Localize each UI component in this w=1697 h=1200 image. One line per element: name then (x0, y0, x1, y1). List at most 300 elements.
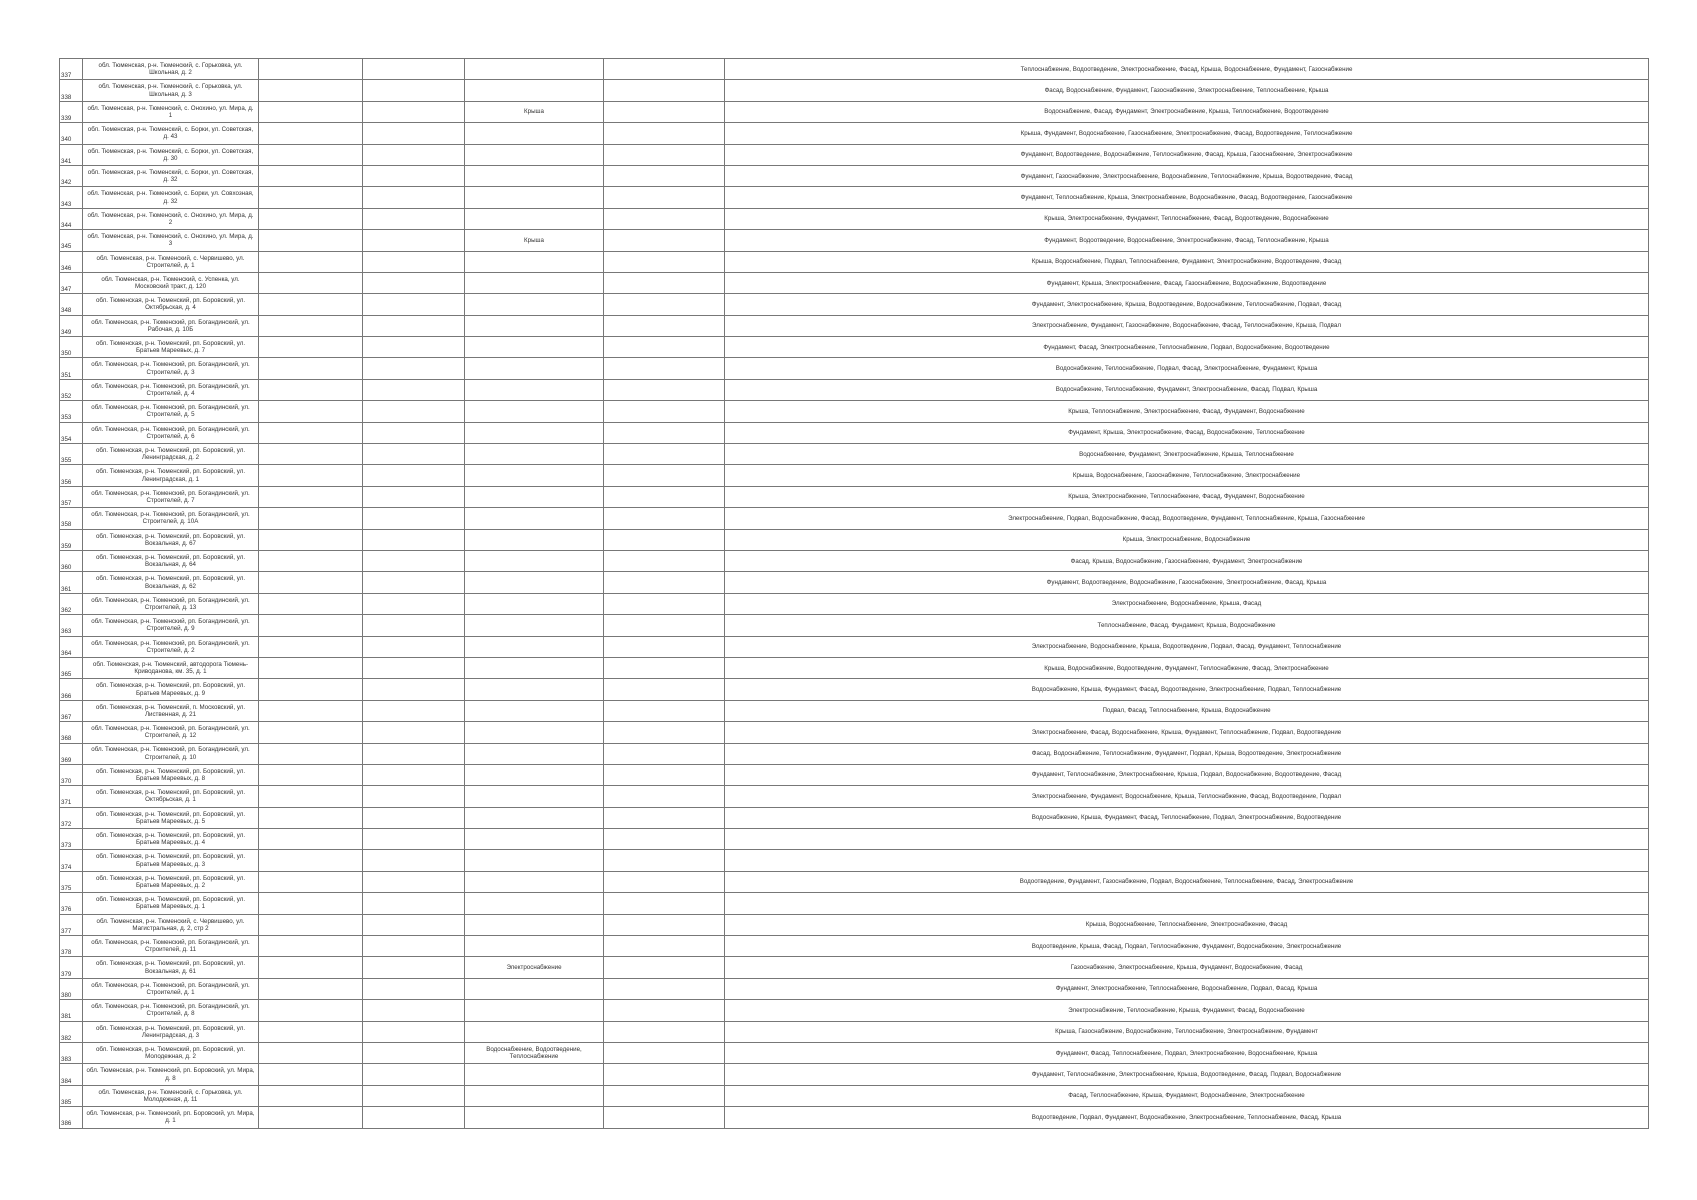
empty-cell (604, 272, 725, 293)
works-table (59, 58, 1649, 1129)
empty-cell (363, 444, 465, 465)
planned-works-cell (465, 978, 604, 999)
planned-works-cell (465, 187, 604, 208)
works-list-cell: Водоотведение, Фундамент, Газоснабжение, Подвал, Водоснабжение, Теплоснабжение, Фасад, Электроснабжение (725, 871, 1649, 892)
empty-cell (259, 401, 363, 422)
planned-works-cell (465, 165, 604, 186)
empty-cell (259, 315, 363, 336)
table-row (60, 315, 1649, 336)
empty-cell (259, 80, 363, 101)
table-row (60, 165, 1649, 186)
planned-works-cell (465, 1107, 604, 1128)
table-row (60, 679, 1649, 700)
empty-cell (604, 486, 725, 507)
empty-cell (363, 465, 465, 486)
table-row (60, 251, 1649, 272)
empty-cell (259, 657, 363, 678)
works-list-cell: Фундамент, Крыша, Электроснабжение, Фасад, Водоснабжение, Теплоснабжение (725, 422, 1649, 443)
empty-cell (363, 1064, 465, 1085)
table-row (60, 957, 1649, 978)
empty-cell (259, 101, 363, 122)
row-number-cell: 367 (60, 700, 83, 721)
row-number-cell: 384 (60, 1064, 83, 1085)
works-list-cell: Фундамент, Водоотведение, Водоснабжение, Газоснабжение, Электроснабжение, Фасад, Крыша (725, 572, 1649, 593)
planned-works-cell (465, 422, 604, 443)
planned-works-cell (465, 893, 604, 914)
empty-cell (363, 615, 465, 636)
works-list-cell: Фасад, Крыша, Водоснабжение, Газоснабжение, Фундамент, Электроснабжение (725, 550, 1649, 571)
address-cell: обл. Тюменская, р-н. Тюменский, с. Борки, ул. Советская, д. 43 (83, 123, 259, 144)
empty-cell (259, 978, 363, 999)
row-number-cell: 369 (60, 743, 83, 764)
planned-works-cell (465, 294, 604, 315)
empty-cell (604, 957, 725, 978)
works-list-cell: Электроснабжение, Водоснабжение, Крыша, Водоотведение, Подвал, Фасад, Фундамент, Теплоснабжение (725, 636, 1649, 657)
works-list-cell: Водоснабжение, Фасад, Фундамент, Электроснабжение, Крыша, Теплоснабжение, Водоотведение (725, 101, 1649, 122)
address-cell: обл. Тюменская, р-н. Тюменский, рп. Боровский, ул. Вокзальная, д. 61 (83, 957, 259, 978)
table-row (60, 422, 1649, 443)
empty-cell (604, 829, 725, 850)
row-number-cell: 355 (60, 444, 83, 465)
planned-works-cell (465, 936, 604, 957)
works-list-cell: Электроснабжение, Теплоснабжение, Крыша, Фундамент, Фасад, Водоснабжение (725, 1000, 1649, 1021)
empty-cell (259, 722, 363, 743)
address-cell: обл. Тюменская, р-н. Тюменский, рп. Боровский, ул. Братьев Мареевых, д. 8 (83, 764, 259, 785)
empty-cell (259, 1021, 363, 1042)
table-row (60, 786, 1649, 807)
row-number-cell: 348 (60, 294, 83, 315)
empty-cell (363, 936, 465, 957)
table-row (60, 978, 1649, 999)
empty-cell (363, 636, 465, 657)
empty-cell (604, 315, 725, 336)
address-cell: обл. Тюменская, р-н. Тюменский, с. Онохино, ул. Мира, д. 3 (83, 230, 259, 251)
planned-works-cell (465, 764, 604, 785)
planned-works-cell: Водоснабжение, Водоотведение, Теплоснабжение (465, 1042, 604, 1063)
address-cell: обл. Тюменская, р-н. Тюменский, автодорога Тюмень-Криводанова, км. 35, д. 1 (83, 657, 259, 678)
works-list-cell: Водоснабжение, Крыша, Фундамент, Фасад, Теплоснабжение, Подвал, Электроснабжение, Водоотведение (725, 807, 1649, 828)
works-list-cell: Фундамент, Водоотведение, Водоснабжение, Теплоснабжение, Фасад, Крыша, Газоснабжение, Электроснабжение (725, 144, 1649, 165)
empty-cell (604, 700, 725, 721)
row-number-cell: 349 (60, 315, 83, 336)
empty-cell (363, 1107, 465, 1128)
empty-cell (604, 422, 725, 443)
empty-cell (259, 700, 363, 721)
table-row (60, 101, 1649, 122)
empty-cell (259, 208, 363, 229)
empty-cell (604, 294, 725, 315)
works-list-cell: Водоснабжение, Крыша, Фундамент, Фасад, Водоотведение, Электроснабжение, Подвал, Теплоснабжение (725, 679, 1649, 700)
planned-works-cell (465, 508, 604, 529)
empty-cell (363, 529, 465, 550)
empty-cell (363, 914, 465, 935)
empty-cell (259, 593, 363, 614)
row-number-cell: 379 (60, 957, 83, 978)
empty-cell (363, 165, 465, 186)
works-list-cell: Водоснабжение, Теплоснабжение, Подвал, Фасад, Электроснабжение, Фундамент, Крыша (725, 358, 1649, 379)
empty-cell (604, 401, 725, 422)
empty-cell (259, 914, 363, 935)
address-cell: обл. Тюменская, р-н. Тюменский, рп. Богандинский, ул. Строителей, д. 3 (83, 358, 259, 379)
empty-cell (363, 508, 465, 529)
address-cell: обл. Тюменская, р-н. Тюменский, с. Горьковка, ул. Молодежная, д. 11 (83, 1085, 259, 1106)
empty-cell (259, 358, 363, 379)
address-cell: обл. Тюменская, р-н. Тюменский, рп. Боровский, ул. Вокзальная, д. 67 (83, 529, 259, 550)
empty-cell (363, 272, 465, 293)
row-number-cell: 353 (60, 401, 83, 422)
table-row (60, 1064, 1649, 1085)
empty-cell (604, 208, 725, 229)
address-cell: обл. Тюменская, р-н. Тюменский, рп. Богандинский, ул. Строителей, д. 10А (83, 508, 259, 529)
empty-cell (259, 465, 363, 486)
works-list-cell: Фундамент, Газоснабжение, Электроснабжение, Водоснабжение, Теплоснабжение, Крыша, Водоотведение, Фасад (725, 165, 1649, 186)
empty-cell (604, 251, 725, 272)
empty-cell (604, 722, 725, 743)
works-list-cell: Водоотведение, Подвал, Фундамент, Водоснабжение, Электроснабжение, Теплоснабжение, Фасад, Крыша (725, 1107, 1649, 1128)
table-row (60, 700, 1649, 721)
works-list-cell: Подвал, Фасад, Теплоснабжение, Крыша, Водоснабжение (725, 700, 1649, 721)
empty-cell (363, 422, 465, 443)
works-list-cell: Водоотведение, Крыша, Фасад, Подвал, Теплоснабжение, Фундамент, Водоснабжение, Электроснабжение (725, 936, 1649, 957)
table-row (60, 1000, 1649, 1021)
empty-cell (259, 272, 363, 293)
empty-cell (259, 123, 363, 144)
planned-works-cell (465, 807, 604, 828)
empty-cell (259, 486, 363, 507)
table-row (60, 871, 1649, 892)
empty-cell (604, 379, 725, 400)
works-list-cell: Электроснабжение, Подвал, Водоснабжение, Фасад, Водоотведение, Фундамент, Теплоснабжение, Крыша, Газоснабжение (725, 508, 1649, 529)
address-cell: обл. Тюменская, р-н. Тюменский, рп. Боровский, ул. Братьев Мареевых, д. 4 (83, 829, 259, 850)
empty-cell (363, 1042, 465, 1063)
works-list-cell: Фундамент, Фасад, Электроснабжение, Теплоснабжение, Подвал, Водоснабжение, Водоотведение (725, 337, 1649, 358)
table-row (60, 550, 1649, 571)
works-list-cell: Фундамент, Теплоснабжение, Электроснабжение, Крыша, Подвал, Водоснабжение, Водоотведение, Фасад (725, 764, 1649, 785)
table-row (60, 187, 1649, 208)
empty-cell (259, 764, 363, 785)
empty-cell (363, 80, 465, 101)
table-row (60, 636, 1649, 657)
planned-works-cell (465, 657, 604, 678)
empty-cell (259, 1064, 363, 1085)
empty-cell (363, 379, 465, 400)
address-cell: обл. Тюменская, р-н. Тюменский, рп. Богандинский, ул. Строителей, д. 7 (83, 486, 259, 507)
empty-cell (259, 1107, 363, 1128)
planned-works-cell (465, 272, 604, 293)
works-list-cell: Крыша, Электроснабжение, Теплоснабжение, Фасад, Фундамент, Водоснабжение (725, 486, 1649, 507)
empty-cell (259, 743, 363, 764)
address-cell: обл. Тюменская, р-н. Тюменский, с. Борки, ул. Советская, д. 32 (83, 165, 259, 186)
works-list-cell: Крыша, Водоснабжение, Водоотведение, Фундамент, Теплоснабжение, Фасад, Электроснабжение (725, 657, 1649, 678)
empty-cell (259, 529, 363, 550)
empty-cell (363, 657, 465, 678)
row-number-cell: 385 (60, 1085, 83, 1106)
table-row (60, 593, 1649, 614)
empty-cell (259, 786, 363, 807)
empty-cell (259, 379, 363, 400)
works-list-cell: Теплоснабжение, Фасад, Фундамент, Крыша, Водоснабжение (725, 615, 1649, 636)
empty-cell (363, 593, 465, 614)
address-cell: обл. Тюменская, р-н. Тюменский, рп. Боровский, ул. Молодежная, д. 2 (83, 1042, 259, 1063)
row-number-cell: 351 (60, 358, 83, 379)
empty-cell (604, 1085, 725, 1106)
planned-works-cell: Крыша (465, 230, 604, 251)
empty-cell (604, 978, 725, 999)
table-row (60, 722, 1649, 743)
empty-cell (363, 786, 465, 807)
empty-cell (363, 187, 465, 208)
planned-works-cell (465, 251, 604, 272)
empty-cell (259, 850, 363, 871)
table-row (60, 230, 1649, 251)
row-number-cell: 338 (60, 80, 83, 101)
row-number-cell: 375 (60, 871, 83, 892)
empty-cell (363, 978, 465, 999)
empty-cell (604, 657, 725, 678)
row-number-cell: 366 (60, 679, 83, 700)
empty-cell (259, 1085, 363, 1106)
address-cell: обл. Тюменская, р-н. Тюменский, п. Московский, ул. Лиственная, д. 21 (83, 700, 259, 721)
row-number-cell: 342 (60, 165, 83, 186)
works-list-cell: Крыша, Водоснабжение, Подвал, Теплоснабжение, Фундамент, Электроснабжение, Водоотведение, Фасад (725, 251, 1649, 272)
address-cell: обл. Тюменская, р-н. Тюменский, рп. Богандинский, ул. Строителей, д. 1 (83, 978, 259, 999)
row-number-cell: 362 (60, 593, 83, 614)
empty-cell (604, 550, 725, 571)
works-list-cell (725, 850, 1649, 871)
empty-cell (363, 829, 465, 850)
row-number-cell: 344 (60, 208, 83, 229)
works-list-cell: Фундамент, Электроснабжение, Крыша, Водоотведение, Водоснабжение, Теплоснабжение, Подвал, Фасад (725, 294, 1649, 315)
row-number-cell: 376 (60, 893, 83, 914)
empty-cell (259, 936, 363, 957)
planned-works-cell (465, 529, 604, 550)
works-list-cell: Фундамент, Теплоснабжение, Крыша, Электроснабжение, Водоснабжение, Фасад, Водоотведение, Газоснабжение (725, 187, 1649, 208)
address-cell: обл. Тюменская, р-н. Тюменский, рп. Боровский, ул. Вокзальная, д. 62 (83, 572, 259, 593)
address-cell: обл. Тюменская, р-н. Тюменский, с. Успенка, ул. Московский тракт, д. 120 (83, 272, 259, 293)
empty-cell (259, 615, 363, 636)
works-list-cell: Крыша, Теплоснабжение, Электроснабжение, Фасад, Фундамент, Водоснабжение (725, 401, 1649, 422)
address-cell: обл. Тюменская, р-н. Тюменский, рп. Боровский, ул. Братьев Мареевых, д. 9 (83, 679, 259, 700)
planned-works-cell (465, 550, 604, 571)
works-list-cell: Теплоснабжение, Водоотведение, Электроснабжение, Фасад, Крыша, Водоснабжение, Фундамент, Газоснабжение (725, 59, 1649, 80)
planned-works-cell (465, 636, 604, 657)
address-cell: обл. Тюменская, р-н. Тюменский, рп. Богандинский, ул. Строителей, д. 10 (83, 743, 259, 764)
empty-cell (363, 743, 465, 764)
row-number-cell: 339 (60, 101, 83, 122)
empty-cell (604, 59, 725, 80)
address-cell: обл. Тюменская, р-н. Тюменский, рп. Боровский, ул. Ленинградская, д. 3 (83, 1021, 259, 1042)
table-row (60, 59, 1649, 80)
row-number-cell: 381 (60, 1000, 83, 1021)
empty-cell (259, 1000, 363, 1021)
empty-cell (604, 743, 725, 764)
table-row (60, 764, 1649, 785)
empty-cell (259, 294, 363, 315)
address-cell: обл. Тюменская, р-н. Тюменский, рп. Боровский, ул. Мира, д. 1 (83, 1107, 259, 1128)
row-number-cell: 340 (60, 123, 83, 144)
empty-cell (259, 807, 363, 828)
table-row (60, 1107, 1649, 1128)
empty-cell (259, 59, 363, 80)
planned-works-cell (465, 1085, 604, 1106)
empty-cell (363, 294, 465, 315)
works-list-cell: Фундамент, Электроснабжение, Теплоснабжение, Водоснабжение, Подвал, Фасад, Крыша (725, 978, 1649, 999)
address-cell: обл. Тюменская, р-н. Тюменский, рп. Богандинский, ул. Строителей, д. 5 (83, 401, 259, 422)
empty-cell (604, 144, 725, 165)
table-row (60, 208, 1649, 229)
empty-cell (259, 165, 363, 186)
row-number-cell: 360 (60, 550, 83, 571)
empty-cell (363, 208, 465, 229)
empty-cell (363, 59, 465, 80)
address-cell: обл. Тюменская, р-н. Тюменский, рп. Богандинский, ул. Строителей, д. 6 (83, 422, 259, 443)
row-number-cell: 337 (60, 59, 83, 80)
empty-cell (259, 550, 363, 571)
row-number-cell: 368 (60, 722, 83, 743)
table-row (60, 486, 1649, 507)
empty-cell (604, 465, 725, 486)
table-body (60, 59, 1649, 1129)
empty-cell (604, 529, 725, 550)
table-row (60, 1021, 1649, 1042)
works-list-cell: Электроснабжение, Фасад, Водоснабжение, Крыша, Фундамент, Теплоснабжение, Подвал, Водоотведение (725, 722, 1649, 743)
empty-cell (259, 1042, 363, 1063)
works-list-cell: Электроснабжение, Водоснабжение, Крыша, Фасад (725, 593, 1649, 614)
empty-cell (604, 101, 725, 122)
empty-cell (259, 893, 363, 914)
address-cell: обл. Тюменская, р-н. Тюменский, рп. Боровский, ул. Мира, д. 8 (83, 1064, 259, 1085)
planned-works-cell (465, 615, 604, 636)
table-row (60, 358, 1649, 379)
empty-cell (363, 871, 465, 892)
empty-cell (604, 679, 725, 700)
empty-cell (604, 1064, 725, 1085)
works-list-cell: Фасад, Водоснабжение, Теплоснабжение, Фундамент, Подвал, Крыша, Водоотведение, Электроснабжение (725, 743, 1649, 764)
row-number-cell: 380 (60, 978, 83, 999)
empty-cell (604, 572, 725, 593)
address-cell: обл. Тюменская, р-н. Тюменский, рп. Богандинский, ул. Строителей, д. 2 (83, 636, 259, 657)
empty-cell (259, 337, 363, 358)
row-number-cell: 365 (60, 657, 83, 678)
row-number-cell: 382 (60, 1021, 83, 1042)
table-row (60, 829, 1649, 850)
table-row (60, 1085, 1649, 1106)
row-number-cell: 358 (60, 508, 83, 529)
table-row (60, 850, 1649, 871)
row-number-cell: 363 (60, 615, 83, 636)
address-cell: обл. Тюменская, р-н. Тюменский, с. Онохино, ул. Мира, д. 2 (83, 208, 259, 229)
empty-cell (363, 572, 465, 593)
planned-works-cell (465, 123, 604, 144)
row-number-cell: 383 (60, 1042, 83, 1063)
row-number-cell: 341 (60, 144, 83, 165)
empty-cell (259, 679, 363, 700)
empty-cell (363, 1000, 465, 1021)
row-number-cell: 357 (60, 486, 83, 507)
table-row (60, 657, 1649, 678)
table-row (60, 337, 1649, 358)
works-list-cell: Электроснабжение, Фундамент, Газоснабжение, Водоснабжение, Фасад, Теплоснабжение, Крыша, Подвал (725, 315, 1649, 336)
table-row (60, 444, 1649, 465)
address-cell: обл. Тюменская, р-н. Тюменский, рп. Боровский, ул. Братьев Мареевых, д. 5 (83, 807, 259, 828)
planned-works-cell (465, 914, 604, 935)
empty-cell (363, 679, 465, 700)
address-cell: обл. Тюменская, р-н. Тюменский, рп. Богандинский, ул. Строителей, д. 13 (83, 593, 259, 614)
row-number-cell: 364 (60, 636, 83, 657)
row-number-cell: 373 (60, 829, 83, 850)
works-list-cell: Фундамент, Водоотведение, Водоснабжение, Электроснабжение, Фасад, Теплоснабжение, Крыша (725, 230, 1649, 251)
address-cell: обл. Тюменская, р-н. Тюменский, с. Борки, ул. Совхозная, д. 32 (83, 187, 259, 208)
table-row (60, 893, 1649, 914)
works-list-cell: Крыша, Водоснабжение, Газоснабжение, Теплоснабжение, Электроснабжение (725, 465, 1649, 486)
row-number-cell: 346 (60, 251, 83, 272)
works-list-cell: Фасад, Водоснабжение, Фундамент, Газоснабжение, Электроснабжение, Теплоснабжение, Крыша (725, 80, 1649, 101)
planned-works-cell (465, 572, 604, 593)
row-number-cell: 361 (60, 572, 83, 593)
empty-cell (604, 786, 725, 807)
empty-cell (604, 764, 725, 785)
planned-works-cell: Электроснабжение (465, 957, 604, 978)
table-row (60, 508, 1649, 529)
address-cell: обл. Тюменская, р-н. Тюменский, с. Горьковка, ул. Школьная, д. 3 (83, 80, 259, 101)
planned-works-cell (465, 786, 604, 807)
table-row (60, 123, 1649, 144)
table-row (60, 572, 1649, 593)
table-row (60, 144, 1649, 165)
empty-cell (604, 337, 725, 358)
empty-cell (604, 914, 725, 935)
address-cell: обл. Тюменская, р-н. Тюменский, рп. Боровский, ул. Братьев Мареевых, д. 1 (83, 893, 259, 914)
empty-cell (604, 1000, 725, 1021)
empty-cell (363, 401, 465, 422)
address-cell: обл. Тюменская, р-н. Тюменский, рп. Богандинский, ул. Рабочая, д. 10Б (83, 315, 259, 336)
planned-works-cell (465, 486, 604, 507)
works-list-cell: Водоснабжение, Фундамент, Электроснабжение, Крыша, Теплоснабжение (725, 444, 1649, 465)
row-number-cell: 343 (60, 187, 83, 208)
address-cell: обл. Тюменская, р-н. Тюменский, с. Горьковка, ул. Школьная, д. 2 (83, 59, 259, 80)
empty-cell (604, 850, 725, 871)
empty-cell (604, 1021, 725, 1042)
row-number-cell: 374 (60, 850, 83, 871)
empty-cell (604, 871, 725, 892)
empty-cell (363, 230, 465, 251)
row-number-cell: 347 (60, 272, 83, 293)
table-row (60, 379, 1649, 400)
empty-cell (363, 807, 465, 828)
planned-works-cell (465, 401, 604, 422)
empty-cell (363, 893, 465, 914)
empty-cell (363, 315, 465, 336)
empty-cell (259, 957, 363, 978)
planned-works-cell (465, 208, 604, 229)
planned-works-cell (465, 829, 604, 850)
row-number-cell: 359 (60, 529, 83, 550)
empty-cell (604, 593, 725, 614)
empty-cell (604, 936, 725, 957)
empty-cell (604, 508, 725, 529)
planned-works-cell (465, 1064, 604, 1085)
empty-cell (259, 422, 363, 443)
planned-works-cell (465, 358, 604, 379)
planned-works-cell (465, 80, 604, 101)
empty-cell (259, 251, 363, 272)
address-cell: обл. Тюменская, р-н. Тюменский, рп. Богандинский, ул. Строителей, д. 12 (83, 722, 259, 743)
address-cell: обл. Тюменская, р-н. Тюменский, рп. Боровский, ул. Октябрьская, д. 1 (83, 786, 259, 807)
empty-cell (604, 1042, 725, 1063)
empty-cell (363, 764, 465, 785)
address-cell: обл. Тюменская, р-н. Тюменский, рп. Боровский, ул. Братьев Мареевых, д. 3 (83, 850, 259, 871)
planned-works-cell (465, 379, 604, 400)
